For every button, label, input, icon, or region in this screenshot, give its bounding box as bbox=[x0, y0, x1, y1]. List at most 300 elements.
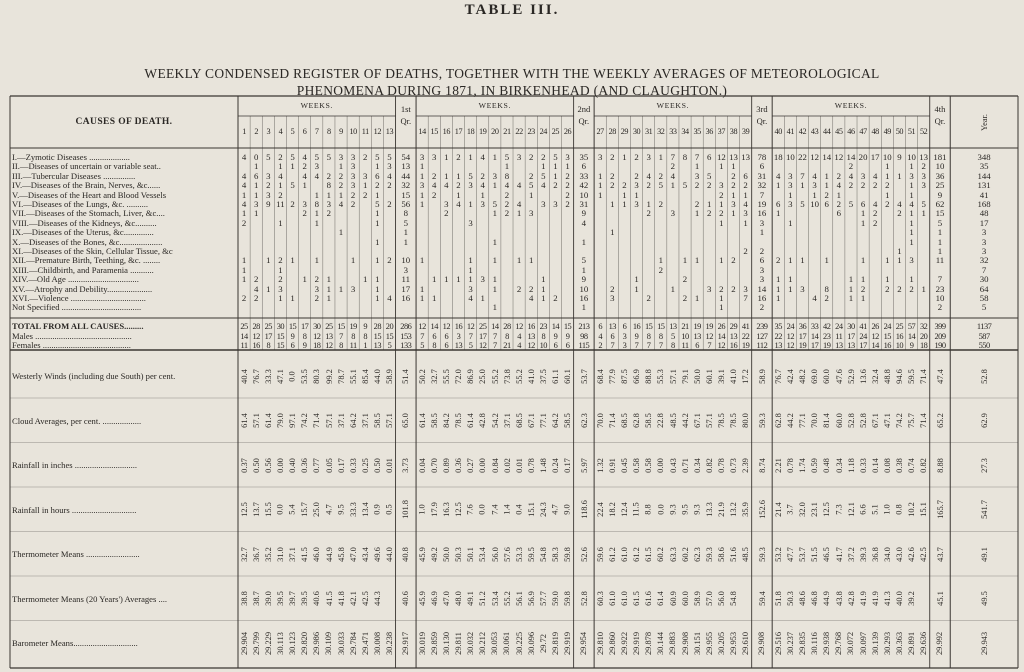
weekly-value bbox=[323, 488, 335, 533]
weekly-value bbox=[452, 294, 464, 303]
weekly-value bbox=[727, 219, 739, 228]
weekly-value-text: 41.9 bbox=[870, 591, 880, 607]
weekly-value bbox=[643, 443, 655, 488]
weekly-value bbox=[274, 209, 286, 218]
weekly-value: 3 bbox=[743, 209, 748, 219]
quarter-total: 6 bbox=[759, 162, 765, 172]
weekly-value-text: 30.238 bbox=[385, 631, 394, 655]
weekly-value bbox=[727, 443, 739, 488]
quarter-total bbox=[930, 577, 951, 622]
weekly-value bbox=[383, 285, 395, 294]
weekly-value bbox=[796, 443, 808, 488]
weekly-value bbox=[537, 399, 549, 444]
weekly-value bbox=[727, 228, 739, 237]
weekly-value-text: 0.58 bbox=[632, 457, 642, 473]
weekly-value bbox=[784, 443, 796, 488]
weekly-value: 1 bbox=[375, 209, 380, 219]
weekly-value: 2 bbox=[885, 284, 890, 294]
weekly-value: 3 bbox=[492, 171, 498, 181]
weekly-value-text: 43.0 bbox=[894, 546, 904, 562]
weekly-value-text: 30.096 bbox=[526, 631, 536, 655]
weekly-value bbox=[299, 577, 311, 622]
weekly-value bbox=[869, 621, 881, 666]
weekly-value: 3 bbox=[707, 284, 712, 294]
weekly-value bbox=[691, 191, 703, 200]
weekly-value bbox=[918, 256, 930, 265]
weekly-value: 1 bbox=[719, 303, 724, 313]
weekly-value: 8 bbox=[682, 153, 688, 162]
weekly-value bbox=[537, 443, 549, 488]
weekly-value: 2 bbox=[658, 265, 663, 275]
weekly-value bbox=[440, 488, 452, 533]
weekly-value-text: 23.1 bbox=[810, 502, 820, 518]
weekly-value bbox=[869, 228, 881, 237]
weekly-value bbox=[250, 238, 262, 247]
week-number: 18 bbox=[466, 127, 475, 136]
weekly-value: 2 bbox=[528, 153, 534, 162]
quarter-total: 19 bbox=[757, 200, 767, 209]
weekly-value bbox=[274, 443, 286, 488]
weekly-value bbox=[869, 247, 881, 256]
weekly-value bbox=[606, 354, 618, 399]
weekly-value: 6 bbox=[253, 171, 259, 181]
weekly-value: 5 bbox=[375, 200, 380, 209]
weekly-value bbox=[893, 443, 905, 488]
weekly-value bbox=[655, 285, 667, 294]
weekly-value: 12 bbox=[716, 153, 726, 162]
week-number: 7 bbox=[314, 127, 319, 136]
quarter-total-text: 152.6 bbox=[757, 500, 767, 520]
weekly-value bbox=[691, 354, 703, 399]
weekly-value bbox=[691, 275, 703, 284]
weekly-value bbox=[715, 399, 727, 444]
total-label: TOTAL FROM ALL CAUSES......... bbox=[12, 322, 144, 331]
weekly-value-text: 47.0 bbox=[348, 546, 358, 562]
weekly-value: 1 bbox=[788, 190, 793, 200]
cause-label: Not Specified ..................................... bbox=[12, 303, 142, 313]
weekly-value: 8 bbox=[646, 331, 651, 341]
weekly-value bbox=[918, 443, 930, 488]
weekly-value bbox=[715, 621, 727, 666]
weekly-value bbox=[383, 621, 395, 666]
weekly-value bbox=[238, 247, 250, 256]
weekly-value bbox=[562, 228, 574, 237]
weekly-value: 6 bbox=[444, 331, 449, 341]
weekly-value bbox=[772, 488, 784, 533]
weekly-value bbox=[833, 275, 845, 284]
weekly-value bbox=[606, 303, 618, 312]
weekly-value bbox=[549, 285, 561, 294]
weekly-value-text: 12.4 bbox=[619, 502, 629, 518]
year-total: 587 bbox=[978, 331, 990, 341]
weekly-value-text: 5.4 bbox=[288, 504, 298, 515]
weekly-value-text: 37.1 bbox=[288, 546, 298, 562]
weekly-value-text: 61.1 bbox=[550, 368, 560, 384]
quarter-total-text: 65.0 bbox=[401, 413, 411, 429]
weekly-value: 17 bbox=[300, 322, 309, 331]
weekly-value bbox=[250, 354, 262, 399]
weekly-value: 2 bbox=[610, 284, 615, 294]
weekly-value: 10 bbox=[681, 331, 689, 341]
year-total: 41 bbox=[979, 190, 989, 200]
weekly-value-text: 29.878 bbox=[644, 631, 654, 655]
weekly-value bbox=[440, 219, 452, 228]
weekly-value-text: 61.4 bbox=[417, 413, 427, 429]
weekly-value bbox=[286, 209, 298, 218]
weekly-value bbox=[477, 266, 489, 275]
weekly-value bbox=[238, 354, 250, 399]
weekly-value bbox=[299, 238, 311, 247]
weekly-value bbox=[525, 247, 537, 256]
weekly-value bbox=[299, 399, 311, 444]
weekly-value-text: 58.3 bbox=[550, 546, 560, 562]
weekly-value bbox=[489, 399, 501, 444]
weekly-value bbox=[359, 228, 371, 237]
weekly-value bbox=[630, 162, 642, 171]
weekly-value bbox=[833, 488, 845, 533]
weekly-value bbox=[618, 354, 630, 399]
weekly-value bbox=[809, 266, 821, 275]
weekly-value: 3 bbox=[468, 181, 473, 191]
weekly-value: 18 bbox=[313, 341, 321, 350]
weekly-value: 6 bbox=[776, 200, 781, 209]
weekly-value bbox=[772, 191, 784, 200]
weekly-value bbox=[359, 285, 371, 294]
weekly-value-text: 71.4 bbox=[312, 413, 322, 429]
weekly-value: 1 bbox=[743, 218, 748, 228]
weekly-value-text: 59.5 bbox=[907, 368, 917, 384]
weekly-value: 1 bbox=[885, 162, 890, 172]
weekly-value: 6 bbox=[375, 171, 380, 181]
weekly-value: 2 bbox=[743, 247, 748, 256]
weekly-value: 14 bbox=[240, 331, 248, 341]
weekly-value: 1 bbox=[492, 209, 498, 219]
weekly-value: 4 bbox=[241, 153, 247, 162]
weekly-value bbox=[715, 577, 727, 622]
weekly-value-text: 41.5 bbox=[300, 546, 310, 562]
weekly-value: 1 bbox=[909, 237, 914, 247]
weekly-value-text: 57.1 bbox=[668, 368, 678, 384]
year-total: 348 bbox=[977, 153, 991, 162]
weekly-value bbox=[262, 621, 274, 666]
week-number: 42 bbox=[798, 127, 807, 136]
weekly-value: 8 bbox=[363, 331, 368, 341]
quarter-total: 190 bbox=[934, 341, 946, 350]
weekly-value bbox=[606, 191, 618, 200]
quarter-total: 17 bbox=[401, 284, 411, 294]
weekly-value bbox=[311, 488, 323, 533]
weekly-value: 1 bbox=[375, 294, 380, 303]
year-total bbox=[950, 532, 1018, 577]
week-number: 51 bbox=[907, 127, 916, 136]
weekly-value: 17 bbox=[810, 341, 819, 350]
weekly-value: 5 bbox=[387, 153, 392, 162]
weekly-value: 17 bbox=[847, 331, 855, 341]
weekly-value: 1 bbox=[897, 171, 902, 181]
weekly-value: 1 bbox=[694, 209, 700, 219]
weekly-value bbox=[537, 209, 549, 218]
weekly-value-text: 49.2 bbox=[429, 546, 439, 562]
weekly-value: 4 bbox=[302, 171, 307, 181]
weekly-value bbox=[359, 209, 371, 218]
weekly-value: 4 bbox=[241, 181, 247, 191]
weekly-value bbox=[347, 228, 359, 237]
causes-header: CAUSES OF DEATH. bbox=[75, 117, 173, 127]
weekly-value bbox=[250, 247, 262, 256]
weekly-value: 4 bbox=[743, 200, 748, 209]
weekly-value: 13 bbox=[919, 153, 929, 162]
weekly-value: 12 bbox=[252, 331, 260, 341]
quarter-total: 14 bbox=[757, 284, 767, 294]
weekly-value: 4 bbox=[872, 200, 878, 209]
weekly-value bbox=[715, 247, 727, 256]
weekly-value bbox=[845, 228, 857, 237]
quarter-total: 286 bbox=[400, 322, 412, 331]
weekly-value: 1 bbox=[302, 275, 307, 285]
weekly-value bbox=[323, 577, 335, 622]
weekly-value-text: 9.0 bbox=[563, 504, 573, 515]
weekly-value bbox=[250, 532, 262, 577]
weekly-value: 2 bbox=[658, 171, 663, 181]
weekly-value bbox=[821, 621, 833, 666]
weekly-value-text: 0.00 bbox=[656, 457, 666, 473]
weekly-value bbox=[594, 209, 606, 218]
weekly-value bbox=[562, 266, 574, 275]
weekly-value-text: 58.5 bbox=[644, 413, 654, 429]
weekly-value bbox=[667, 303, 679, 312]
weekly-value bbox=[452, 219, 464, 228]
weekly-value bbox=[262, 162, 274, 171]
weeks-header: WEEKS. bbox=[300, 101, 333, 110]
weekly-value: 12 bbox=[418, 322, 426, 331]
weekly-value: 1 bbox=[707, 200, 712, 209]
weekly-value bbox=[250, 577, 262, 622]
weekly-value: 25 bbox=[895, 322, 904, 331]
weekly-value-text: 97.1 bbox=[288, 413, 298, 429]
weekly-value bbox=[703, 256, 715, 265]
weekly-value bbox=[416, 266, 428, 275]
weekly-value bbox=[537, 247, 549, 256]
weekly-value bbox=[477, 532, 489, 577]
weekly-value: 2 bbox=[921, 162, 926, 172]
quarter-total: 10 bbox=[935, 162, 945, 172]
weekly-value bbox=[501, 532, 513, 577]
weekly-value bbox=[691, 228, 703, 237]
weekly-value bbox=[809, 256, 821, 265]
weekly-value-text: 29.636 bbox=[919, 631, 929, 655]
year-total-text: 29.943 bbox=[979, 631, 989, 655]
weekly-value bbox=[594, 228, 606, 237]
week-number: 13 bbox=[385, 127, 394, 136]
weekly-value bbox=[918, 621, 930, 666]
weekly-value bbox=[549, 488, 561, 533]
quarter-total: 4 bbox=[581, 218, 587, 228]
quarter-total bbox=[396, 247, 417, 256]
weekly-value bbox=[833, 238, 845, 247]
weekly-value-text: 39.1 bbox=[716, 368, 726, 384]
quarter-total bbox=[752, 621, 773, 666]
weekly-value-text: 44.9 bbox=[822, 591, 832, 607]
weekly-value: 15 bbox=[657, 322, 665, 331]
weekly-value-text: 64.2 bbox=[550, 413, 560, 429]
weekly-value: 16 bbox=[527, 322, 535, 331]
weekly-value: 24 bbox=[883, 322, 891, 331]
weekly-value bbox=[869, 275, 881, 284]
weekly-value-text: 30.130 bbox=[441, 631, 451, 655]
weekly-value bbox=[489, 191, 501, 200]
weekly-value bbox=[323, 443, 335, 488]
weekly-value: 18 bbox=[919, 341, 928, 350]
weekly-value bbox=[618, 621, 630, 666]
weekly-value: 3 bbox=[909, 256, 914, 266]
weekly-value bbox=[311, 577, 323, 622]
weekly-value: 3 bbox=[363, 171, 368, 181]
weekly-value bbox=[299, 256, 311, 265]
weekly-value-text: 29.904 bbox=[239, 631, 249, 655]
weekly-value-text: 13.4 bbox=[360, 502, 370, 518]
weekly-value-text: 44.9 bbox=[324, 546, 334, 562]
weekly-value: 14 bbox=[491, 322, 499, 331]
quarter-total: 7 bbox=[937, 275, 943, 285]
weekly-value bbox=[299, 488, 311, 533]
weekly-value bbox=[845, 354, 857, 399]
weekly-value: 1 bbox=[290, 162, 295, 172]
weekly-value bbox=[618, 275, 630, 284]
year-total-text: 52.8 bbox=[979, 368, 989, 384]
weekly-value bbox=[513, 172, 525, 181]
quarter-total: 8 bbox=[403, 209, 408, 219]
weekly-value bbox=[537, 191, 549, 200]
weekly-value bbox=[869, 238, 881, 247]
quarter-total: 213 bbox=[578, 322, 590, 331]
weekly-value: 2 bbox=[338, 181, 344, 191]
weekly-value bbox=[679, 285, 691, 294]
week-number: 35 bbox=[693, 127, 701, 136]
weekly-value: 1 bbox=[897, 247, 902, 256]
weekly-value bbox=[347, 303, 359, 312]
year-total bbox=[950, 443, 1018, 488]
weekly-value-text: 71.4 bbox=[607, 413, 617, 429]
weekly-value-text: 52.8 bbox=[846, 413, 856, 429]
weekly-value bbox=[643, 247, 655, 256]
weekly-value: 10 bbox=[810, 200, 819, 209]
weekly-value bbox=[618, 228, 630, 237]
quarter-total-text: 118.6 bbox=[579, 500, 589, 520]
weekly-value bbox=[821, 228, 833, 237]
weekly-value-text: 57.1 bbox=[251, 413, 261, 429]
weekly-value: 25 bbox=[240, 322, 248, 331]
week-number: 6 bbox=[302, 127, 307, 136]
weekly-value-text: 74.2 bbox=[300, 413, 310, 429]
table-number: TABLE III. bbox=[464, 2, 560, 18]
weekly-value-text: 30.363 bbox=[894, 631, 904, 655]
weekly-value-text: 57.0 bbox=[704, 591, 714, 607]
weekly-value-text: 56.9 bbox=[526, 591, 536, 607]
weekly-value: 5 bbox=[266, 153, 271, 162]
weekly-value-text: 41.9 bbox=[858, 591, 868, 607]
weekly-value-text: 41.0 bbox=[526, 368, 536, 384]
week-number: 3 bbox=[266, 127, 271, 136]
weekly-value: 1 bbox=[824, 181, 829, 191]
week-number: 16 bbox=[442, 127, 451, 136]
weekly-value: 7 bbox=[707, 341, 712, 350]
weekly-value: 8 bbox=[541, 331, 546, 341]
weekly-value bbox=[869, 294, 881, 303]
weekly-value bbox=[262, 275, 274, 284]
weekly-value: 1 bbox=[541, 162, 546, 172]
weekly-value: 3 bbox=[909, 171, 914, 181]
week-number: 33 bbox=[669, 127, 677, 136]
weekly-value bbox=[238, 228, 250, 237]
weekly-value: 1 bbox=[909, 209, 914, 219]
weekly-value bbox=[359, 303, 371, 312]
weekly-value bbox=[740, 443, 752, 488]
weekly-value bbox=[416, 303, 428, 312]
weekly-value bbox=[772, 162, 784, 171]
weekly-value: 4 bbox=[387, 171, 392, 181]
weekly-value bbox=[549, 256, 561, 265]
weekly-value bbox=[893, 621, 905, 666]
quarter-total bbox=[574, 443, 595, 488]
weekly-value-text: 37.5 bbox=[538, 368, 548, 384]
weekly-value: 22 bbox=[798, 153, 807, 162]
meteorology-label: Rainfall in hours .............................. bbox=[12, 504, 137, 515]
weekly-value bbox=[286, 354, 298, 399]
weekly-value bbox=[606, 443, 618, 488]
weekly-value-text: 0.4 bbox=[514, 504, 524, 515]
quarter-total-text: 51.4 bbox=[401, 368, 411, 384]
weekly-value bbox=[667, 577, 679, 622]
weekly-value: 26 bbox=[871, 322, 879, 331]
weekly-value bbox=[679, 399, 691, 444]
weekly-value bbox=[727, 354, 739, 399]
quarter-total: 3 bbox=[759, 265, 765, 275]
weekly-value bbox=[618, 219, 630, 228]
weekly-value bbox=[703, 577, 715, 622]
weekly-value bbox=[335, 399, 347, 444]
weekly-value bbox=[594, 238, 606, 247]
weekly-value bbox=[501, 285, 513, 294]
weekly-value-text: 30.097 bbox=[858, 631, 868, 655]
weekly-value: 19 bbox=[349, 322, 357, 331]
weekly-value-text: 9.5 bbox=[680, 504, 690, 515]
weekly-value bbox=[416, 247, 428, 256]
weekly-value-text: 69.0 bbox=[810, 368, 820, 384]
weekly-value bbox=[452, 266, 464, 275]
weekly-value-text: 30.123 bbox=[288, 631, 298, 655]
weekly-value bbox=[477, 285, 489, 294]
weekly-value bbox=[857, 238, 869, 247]
weekly-value-text: 0.78 bbox=[785, 457, 795, 473]
weekly-value: 1 bbox=[338, 228, 344, 238]
weekly-value-text: 61.0 bbox=[619, 591, 629, 607]
quarter-total: 112 bbox=[756, 341, 768, 350]
weekly-value: 2 bbox=[338, 171, 344, 181]
weekly-value bbox=[335, 238, 347, 247]
weekly-value bbox=[562, 247, 574, 256]
weekly-value-text: 78.5 bbox=[716, 413, 726, 429]
quarter-total: 6 bbox=[759, 256, 765, 266]
weekly-value: 4 bbox=[253, 284, 259, 294]
weekly-value bbox=[643, 577, 655, 622]
weekly-value bbox=[501, 266, 513, 275]
weekly-value bbox=[562, 621, 574, 666]
weekly-value bbox=[833, 228, 845, 237]
weekly-value bbox=[906, 247, 918, 256]
weekly-value bbox=[549, 247, 561, 256]
weekly-value bbox=[833, 443, 845, 488]
weekly-value: 7 bbox=[694, 153, 700, 162]
